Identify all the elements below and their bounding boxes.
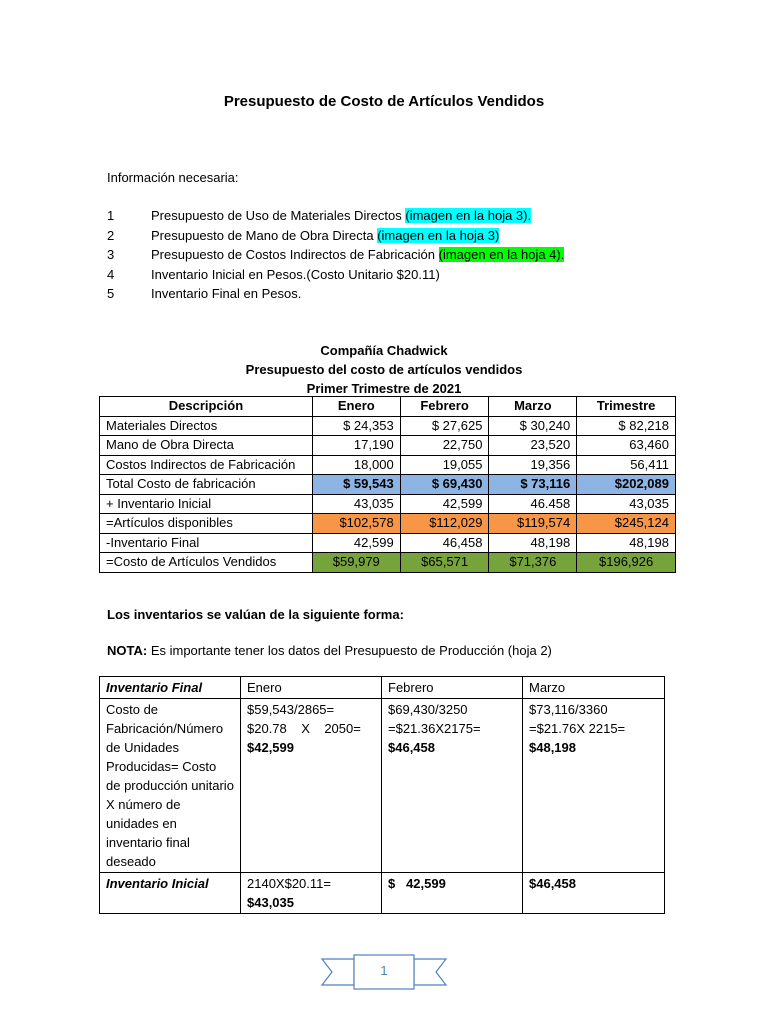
table-row (100, 873, 665, 914)
column-header: Enero (241, 677, 382, 699)
table-cell: -Inventario Final (100, 533, 313, 553)
calc-line: 2140X$20.11= (247, 876, 331, 891)
table-header-row (100, 677, 665, 699)
table-row (100, 533, 676, 553)
document-title: Presupuesto de Costo de Artículos Vendidos (223, 93, 545, 110)
table-row (100, 455, 676, 475)
list-number: 2 (107, 227, 115, 243)
calc-line: =$21.76X 2215= (529, 721, 626, 736)
table-cell (241, 873, 382, 914)
table-row-available-goods (100, 514, 676, 534)
calc-line: $59,543/2865= (247, 702, 335, 717)
note-text: Es importante tener los datos del Presupuesto de Producción (hoja 2) (147, 643, 552, 658)
table-cell: $102,578 (312, 514, 400, 534)
table-cell: 19,055 (400, 455, 489, 475)
table-cell: 18,000 (312, 455, 400, 475)
info-heading: Información necesaria: (107, 170, 239, 185)
table-cell (523, 873, 665, 914)
column-header: Trimestre (577, 397, 676, 417)
calc-result: $43,035 (247, 895, 294, 910)
list-item (107, 284, 564, 304)
table-header-row (100, 397, 676, 417)
company-header (0, 341, 768, 398)
highlight-note: (imagen en la hoja 4). (438, 247, 565, 262)
table-cell: $ 82,218 (577, 416, 676, 436)
table-cell: + Inventario Inicial (100, 494, 313, 514)
calc-result: $ 42,599 (388, 876, 446, 891)
calc-result: $46,458 (529, 876, 576, 891)
table-row (100, 436, 676, 456)
note (107, 643, 552, 658)
list-number: 5 (107, 286, 115, 301)
list-item (107, 206, 564, 226)
column-header: Marzo (489, 397, 577, 417)
cogs-table (99, 396, 676, 573)
table-cell: $65,571 (400, 553, 489, 573)
table-cell: 42,599 (312, 533, 400, 553)
table-cell: 56,411 (577, 455, 676, 475)
column-header: Marzo (523, 677, 665, 699)
table-cell: 63,460 (577, 436, 676, 456)
table-cell: Materiales Directos (100, 416, 313, 436)
table-cell: =Artículos disponibles (100, 514, 313, 534)
table-cell: 17,190 (312, 436, 400, 456)
table-cell: $ 24,353 (312, 416, 400, 436)
valuation-heading: Los inventarios se valúan de la siguiente forma: (107, 607, 404, 622)
calc-line: $20.78 X 2050= (247, 721, 361, 736)
list-text: Inventario Final en Pesos. (151, 286, 302, 301)
list-text: Presupuesto de Costos Indirectos de Fabricación (151, 247, 439, 262)
calc-line: $73,116/3360 (529, 702, 608, 717)
table-cell: 46,458 (400, 533, 489, 553)
table-cell (382, 699, 523, 873)
list-number: 4 (107, 266, 115, 282)
table-cell: 43,035 (577, 494, 676, 514)
table-cell (241, 699, 382, 873)
table-cell: $245,124 (577, 514, 676, 534)
highlight-note: (imagen en la hoja 3). (405, 208, 532, 223)
table-cell: Costos Indirectos de Fabricación (100, 455, 313, 475)
table-cell: $ 73,116 (489, 475, 577, 495)
table-cell: $202,089 (577, 475, 676, 495)
page-number: 1 (380, 963, 388, 978)
list-text: Presupuesto de Mano de Obra Directa (151, 227, 378, 243)
table-cell: $ 69,430 (400, 475, 489, 495)
list-item (107, 265, 564, 285)
table-cell: Total Costo de fabricación (100, 475, 313, 495)
requirements-list (107, 206, 564, 304)
inventory-table (99, 676, 665, 914)
calc-line: $69,430/3250 (388, 702, 468, 717)
table-cell (382, 873, 523, 914)
column-header: Descripción (100, 397, 313, 417)
table-cell: Mano de Obra Directa (100, 436, 313, 456)
table-cell: 46.458 (489, 494, 577, 514)
table-cell: Costo de Fabricación/Número de Unidades Producidas= Costo de producción unitario X número de unidades en inventario final deseado (100, 699, 241, 873)
table-cell: 43,035 (312, 494, 400, 514)
calc-line: =$21.36X2175= (388, 721, 481, 736)
table-cell: 42,599 (400, 494, 489, 514)
table-row (100, 699, 665, 873)
table-row (100, 416, 676, 436)
table-cell: $196,926 (577, 553, 676, 573)
report-period: Primer Trimestre de 2021 (306, 381, 462, 396)
table-cell: 48,198 (577, 533, 676, 553)
list-item (107, 245, 564, 265)
table-cell: 22,750 (400, 436, 489, 456)
table-cell: $59,979 (312, 553, 400, 573)
report-subtitle: Presupuesto del costo de artículos vendidos (245, 362, 523, 377)
calc-result: $46,458 (388, 740, 435, 755)
table-cell: $71,376 (489, 553, 577, 573)
company-name: Compañía Chadwick (320, 343, 448, 358)
table-cell: =Costo de Artículos Vendidos (100, 553, 313, 573)
table-cell: $112,029 (400, 514, 489, 534)
list-item (107, 226, 564, 246)
column-header: Febrero (400, 397, 489, 417)
table-cell (523, 699, 665, 873)
table-cell: $119,574 (489, 514, 577, 534)
table-row (100, 494, 676, 514)
table-cell: Inventario Inicial (100, 873, 241, 914)
table-cell: 23,520 (489, 436, 577, 456)
column-header: Febrero (382, 677, 523, 699)
note-label: NOTA: (107, 643, 148, 658)
list-number: 3 (107, 247, 115, 262)
calc-result: $48,198 (529, 740, 576, 755)
table-cell: 19,356 (489, 455, 577, 475)
table-row-total-manufacturing (100, 475, 676, 495)
table-cell: $ 30,240 (489, 416, 577, 436)
column-header: Inventario Final (100, 677, 241, 699)
highlight-note: (imagen en la hoja 3) (377, 227, 500, 243)
column-header: Enero (312, 397, 400, 417)
list-text: Inventario Inicial en Pesos.(Costo Unitario $20.11) (151, 266, 440, 282)
list-number: 1 (107, 208, 115, 223)
table-row-cost-of-goods-sold (100, 553, 676, 573)
calc-result: $42,599 (247, 740, 294, 755)
table-cell: $ 27,625 (400, 416, 489, 436)
table-cell: $ 59,543 (312, 475, 400, 495)
list-text: Presupuesto de Uso de Materiales Directos (151, 208, 406, 223)
table-cell: 48,198 (489, 533, 577, 553)
